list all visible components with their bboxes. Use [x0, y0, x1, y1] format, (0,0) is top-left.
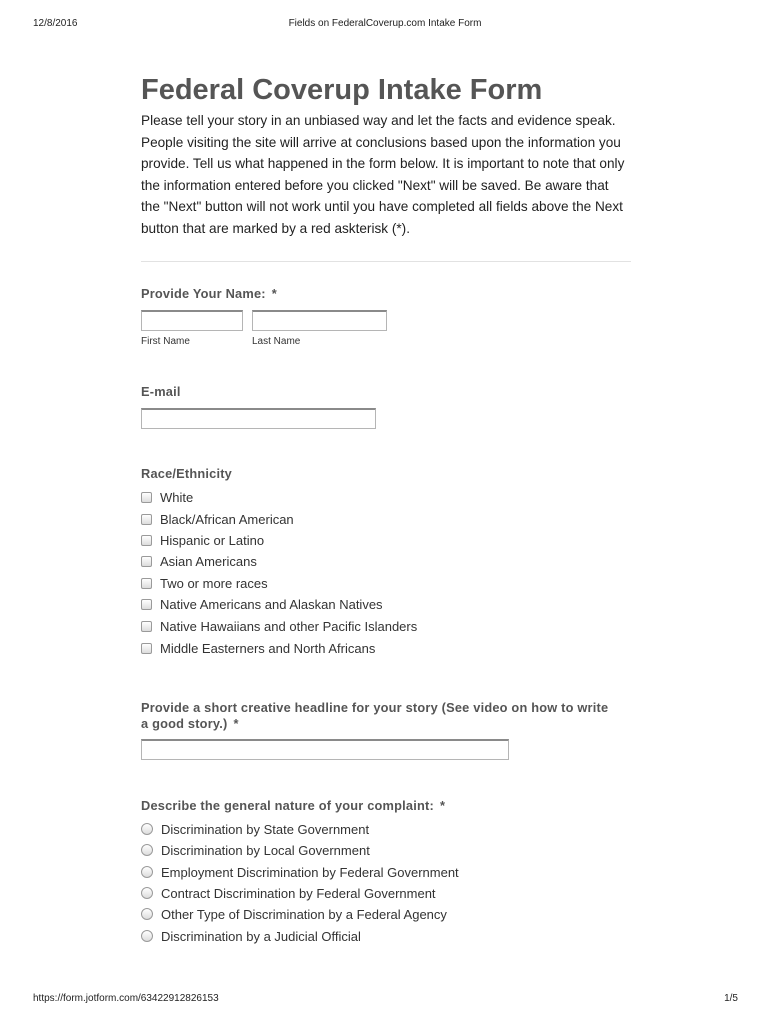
- race-option-label: Hispanic or Latino: [160, 532, 265, 548]
- email-input[interactable]: [141, 408, 376, 429]
- race-ethnicity-label: Race/Ethnicity: [141, 466, 232, 481]
- required-asterisk: *: [439, 798, 446, 813]
- race-option-label: White: [160, 489, 194, 505]
- race-option-label: Middle Easterners and North Africans: [160, 640, 376, 656]
- first-name-sublabel: First Name: [141, 336, 190, 347]
- complaint-option[interactable]: [141, 884, 436, 902]
- required-asterisk: *: [271, 286, 277, 301]
- last-name-input[interactable]: [252, 310, 387, 331]
- complaint-option[interactable]: [141, 905, 447, 923]
- complaint-option-label: Discrimination by a Judicial Official: [161, 928, 361, 944]
- complaint-option-label: Contract Discrimination by Federal Government: [161, 885, 436, 901]
- print-page-number: 1/5: [724, 993, 738, 1004]
- race-option[interactable]: [141, 574, 268, 592]
- complaint-option-label: Discrimination by Local Government: [161, 842, 370, 858]
- complaint-option-label: Employment Discrimination by Federal Government: [161, 864, 459, 880]
- complaint-option-label: Other Type of Discrimination by a Federal Agency: [161, 906, 447, 922]
- checkbox[interactable]: [141, 621, 152, 632]
- print-page-title: Fields on FederalCoverup.com Intake Form: [288, 18, 482, 29]
- checkbox[interactable]: [141, 599, 152, 610]
- race-option[interactable]: [141, 510, 294, 528]
- form-title: Federal Coverup Intake Form: [141, 74, 543, 106]
- race-option[interactable]: [141, 531, 264, 549]
- headline-label-line1: Provide a short creative headline for your story (See video on how to write: [141, 700, 609, 715]
- radio-button[interactable]: [141, 887, 153, 899]
- headline-input[interactable]: [141, 739, 509, 760]
- print-header: [0, 18, 770, 32]
- radio-button[interactable]: [141, 823, 153, 835]
- checkbox[interactable]: [141, 578, 152, 589]
- first-name-input[interactable]: [141, 310, 243, 331]
- headline-label-text: a good story.): [141, 716, 228, 731]
- radio-button[interactable]: [141, 930, 153, 942]
- required-asterisk: *: [233, 716, 239, 731]
- checkbox[interactable]: [141, 492, 152, 503]
- race-option[interactable]: [141, 617, 417, 635]
- race-option-label: Native Hawaiians and other Pacific Islanders: [160, 618, 418, 634]
- checkbox[interactable]: [141, 514, 152, 525]
- checkbox[interactable]: [141, 643, 152, 654]
- complaint-question-label: [141, 798, 445, 813]
- email-label: E-mail: [141, 384, 181, 399]
- race-option[interactable]: [141, 488, 193, 506]
- radio-button[interactable]: [141, 908, 153, 920]
- complaint-option[interactable]: [141, 820, 369, 838]
- radio-button[interactable]: [141, 844, 153, 856]
- race-option[interactable]: [141, 639, 375, 657]
- last-name-sublabel: Last Name: [252, 336, 301, 347]
- race-option-label: Native Americans and Alaskan Natives: [160, 596, 383, 612]
- race-option[interactable]: [141, 552, 257, 570]
- print-date: 12/8/2016: [33, 18, 78, 29]
- complaint-option[interactable]: [141, 841, 370, 859]
- name-question-label: [141, 286, 277, 301]
- headline-label-line2: [141, 716, 239, 731]
- print-footer: [0, 993, 770, 1007]
- form-description: Please tell your story in an unbiased way and let the facts and evidence speak. People visiting the site will arrive at conclusions based upon the information you provide. Tell us what happened in the form below. It is important to note that only the information entered before you clicked "Next" will be saved. Be aware that the "Next" button will not work until you have completed all fields above the Next button that are marked by a red askterisk (*).: [141, 113, 625, 236]
- section-divider: [141, 261, 631, 262]
- race-option[interactable]: [141, 595, 383, 613]
- race-option-label: Asian Americans: [160, 553, 257, 569]
- print-url: https://form.jotform.com/63422912826153: [33, 993, 219, 1004]
- race-option-label: Black/African American: [160, 511, 294, 527]
- complaint-label-text: Describe the general nature of your complaint:: [141, 798, 434, 813]
- complaint-option[interactable]: [141, 863, 459, 881]
- race-option-label: Two or more races: [160, 575, 268, 591]
- name-label-text: Provide Your Name:: [141, 286, 266, 301]
- radio-button[interactable]: [141, 866, 153, 878]
- complaint-option-label: Discrimination by State Government: [161, 821, 370, 837]
- complaint-option[interactable]: [141, 927, 361, 945]
- checkbox[interactable]: [141, 556, 152, 567]
- checkbox[interactable]: [141, 535, 152, 546]
